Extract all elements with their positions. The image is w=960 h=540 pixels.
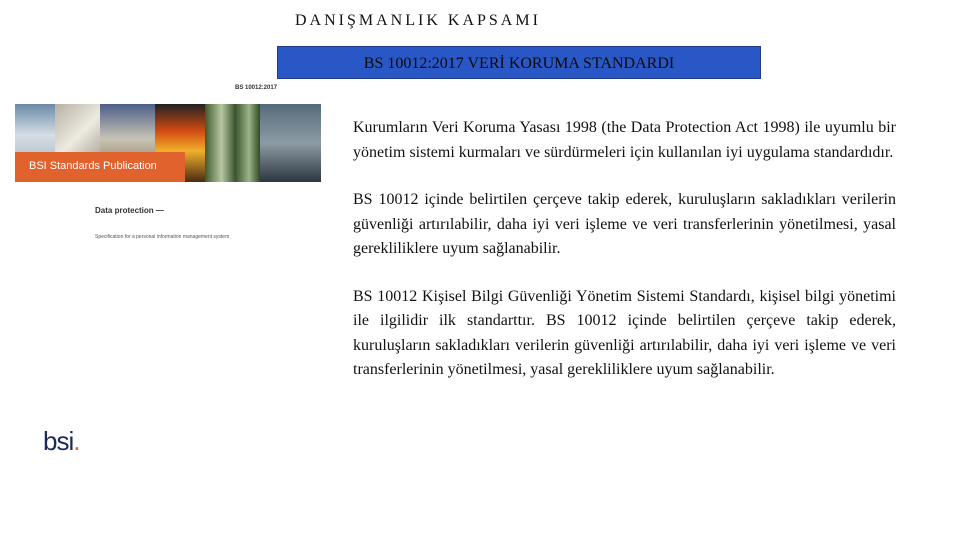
cover-subheading: Specification for a personal information management system xyxy=(95,234,230,240)
bsi-logo xyxy=(43,426,79,457)
cover-photo xyxy=(260,104,321,182)
cover-photo xyxy=(205,104,260,182)
bsi-logo-dot: . xyxy=(73,426,80,456)
cover-heading: Data protection — xyxy=(95,206,164,215)
paragraph: BS 10012 Kişisel Bilgi Güvenliği Yönetim Sistemi Standardı, kişisel bilgi yönetimi ile ilgilidir ilk standarttır. BS 10012 içinde belirtilen çerçeve takip ederek, kuruluşların sakladıkları verilerin güvenliği artırılabilir, daha iyi veri işleme ve veri transferlerinin yönetilmesi, yasal gerekliliklere uyum sağlanabilir. xyxy=(353,287,896,378)
paragraph: Kurumların Veri Koruma Yasası 1998 (the Data Protection Act 1998) ile uyumlu bir yönetim sistemi kurmaları ve sürdürmeleri için kullanılan iyi uygulama standardıdır. xyxy=(353,119,896,161)
bsi-logo-text: bsi xyxy=(43,426,74,456)
publication-label-box xyxy=(15,152,185,182)
standard-banner: BS 10012:2017 VERİ KORUMA STANDARDI xyxy=(277,46,761,79)
bsi-cover-image xyxy=(15,80,315,520)
publication-label: BSI Standards Publication xyxy=(29,160,157,172)
slide-title: DANIŞMANLIK KAPSAMI xyxy=(295,12,541,29)
content-text xyxy=(353,116,896,406)
cover-standard-code: BS 10012:2017 xyxy=(235,85,278,91)
paragraph: BS 10012 içinde belirtilen çerçeve takip ederek, kuruluşların sakladıkları verilerin güvenliği artırılabilir, daha iyi veri işleme ve veri transferlerinin yönetilmesi, yasal gerekliliklere uyum sağlanabilir. xyxy=(353,191,896,257)
